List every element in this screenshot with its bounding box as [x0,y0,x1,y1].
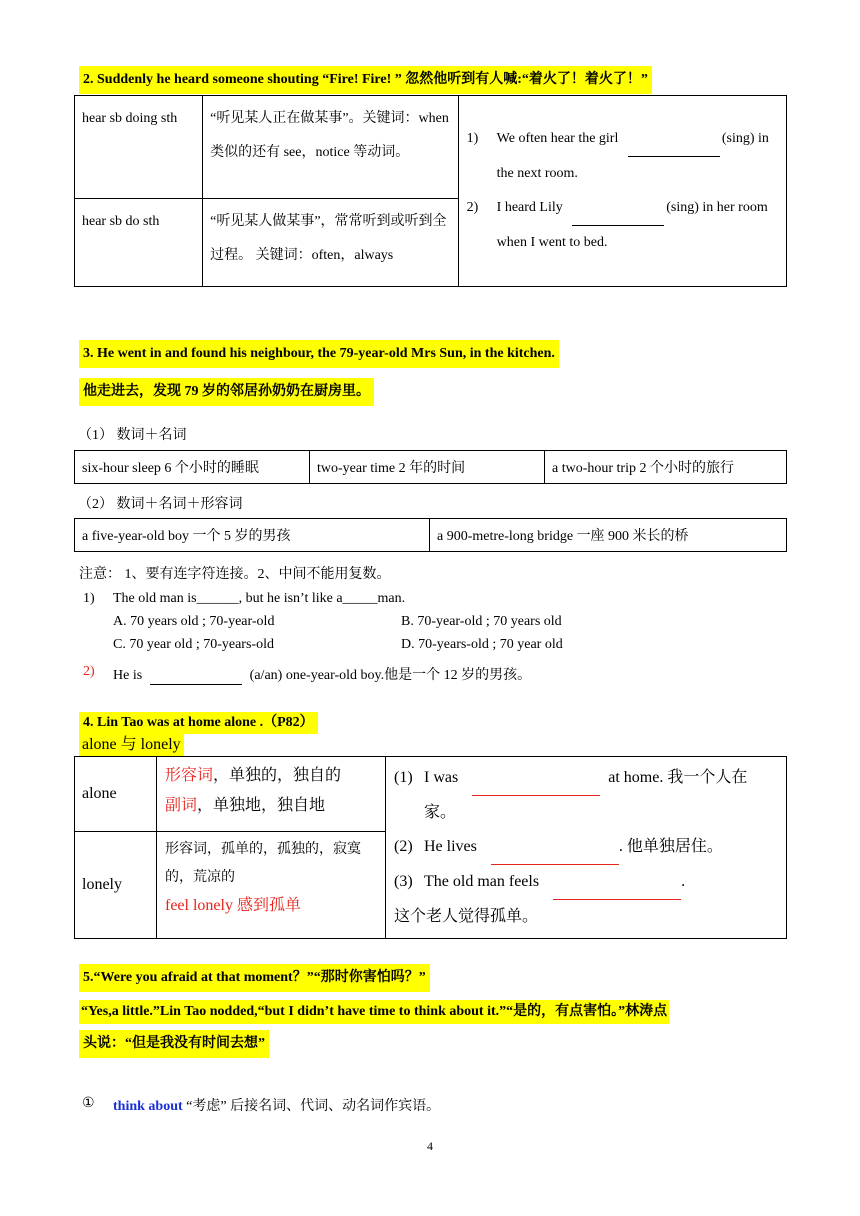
note: 注意： 1、要有连字符连接。2、中间不能用复数。 [79,567,391,582]
section5-quote-cont: 头说：“但是我没有时间去想” [79,1030,269,1058]
answer-blank[interactable] [472,761,600,796]
section2-table [74,95,787,287]
word-cell: alone [75,757,157,832]
answer-blank[interactable] [553,865,681,900]
exercise-item: (1) I was at home. 我一个人在家。 [394,761,778,830]
option-b[interactable]: B. 70-year-old ; 70 years old [401,614,562,629]
section3-heading-cn: 他走进去，发现 79 岁的邻居孙奶奶在厨房里。 [79,378,374,406]
answer-blank[interactable] [150,668,242,685]
subheading: （2） 数词＋名词＋形容词 [78,497,243,512]
answer-blank[interactable] [572,191,664,226]
option-a[interactable]: A. 70 years old ; 70-year-old [113,614,275,629]
answer-blank[interactable] [491,830,619,865]
option-c[interactable]: C. 70 year old ; 70-years-old [113,637,274,652]
exercise-cell [386,757,787,939]
item-number: ① [82,1096,95,1111]
table-cell: a 900-metre-long bridge 一座 900 米长的桥 [430,519,787,552]
definition-cell: 形容词，单独的，独自的 副词，单独地，独自地 [157,757,386,832]
definition-cell: 形容词，孤单的，孤独的，寂寞的，荒凉的 feel lonely 感到孤单 [157,831,386,938]
table-cell: six-hour sleep 6 个小时的睡眠 [75,451,310,484]
alone-lonely-table [74,756,787,939]
desc-cell: “听见某人正在做某事”。关键词：when 类似的还有 see，notice 等动词。 [203,96,459,199]
section4-subheading: alone 与 lonely [79,734,184,756]
exercise-item: 1) We often hear the girl (sing) in the next room. [467,122,778,191]
question-number: 2) [83,664,95,679]
exercise-item: 2) I heard Lily (sing) in her room when I went to bed. [467,191,778,260]
exercise-translation: 这个老人觉得孤单。 [394,908,539,925]
question-text: He is (a/an) one-year-old boy.他是一个 12 岁的男孩。 [113,668,532,683]
numeral-noun-table [74,450,787,484]
phrase-cell: hear sb do sth [75,199,203,287]
section3-heading: 3. He went in and found his neighbour, the 79-year-old Mrs Sun, in the kitchen. [79,340,559,368]
option-d[interactable]: D. 70-years-old ; 70 year old [401,637,563,652]
table-cell: a two-hour trip 2 个小时的旅行 [545,451,787,484]
word-cell: lonely [75,831,157,938]
numeral-noun-adj-table [74,518,787,552]
table-cell: two-year time 2 年的时间 [310,451,545,484]
section2-heading: 2. Suddenly he heard someone shouting “Fire! Fire! ” 忽然他听到有人喊:“着火了！着火了！” [79,66,652,94]
section4-heading: 4. Lin Tao was at home alone .（P82） [79,712,318,734]
table-cell: a five-year-old boy 一个 5 岁的男孩 [75,519,430,552]
question-number: 1) [83,591,95,606]
page-number: 4 [427,1139,433,1153]
item-text: think about “考虑” 后接名词、代词、动名词作宾语。 [113,1099,441,1114]
subheading: （1） 数词＋名词 [78,428,187,443]
section5-quote: “Yes,a little.”Lin Tao nodded,“but I didn’t have time to think about it.”“是的，有点害怕。”林涛点 [79,1000,789,1024]
exercise-cell [458,96,786,287]
answer-blank[interactable] [628,122,720,157]
exercise-item: (2) He lives . 他单独居住。 [394,830,778,865]
phrase-cell: hear sb doing sth [75,96,203,199]
section5-heading: 5.“Were you afraid at that moment？”“那时你害怕吗？” [79,964,430,992]
question-text: The old man is______, but he isn’t like a_____man. [113,591,406,606]
exercise-item: (3) The old man feels . [394,865,778,900]
desc-cell: “听见某人做某事”，常常听到或听到全过程。 关键词：often，always [203,199,459,287]
